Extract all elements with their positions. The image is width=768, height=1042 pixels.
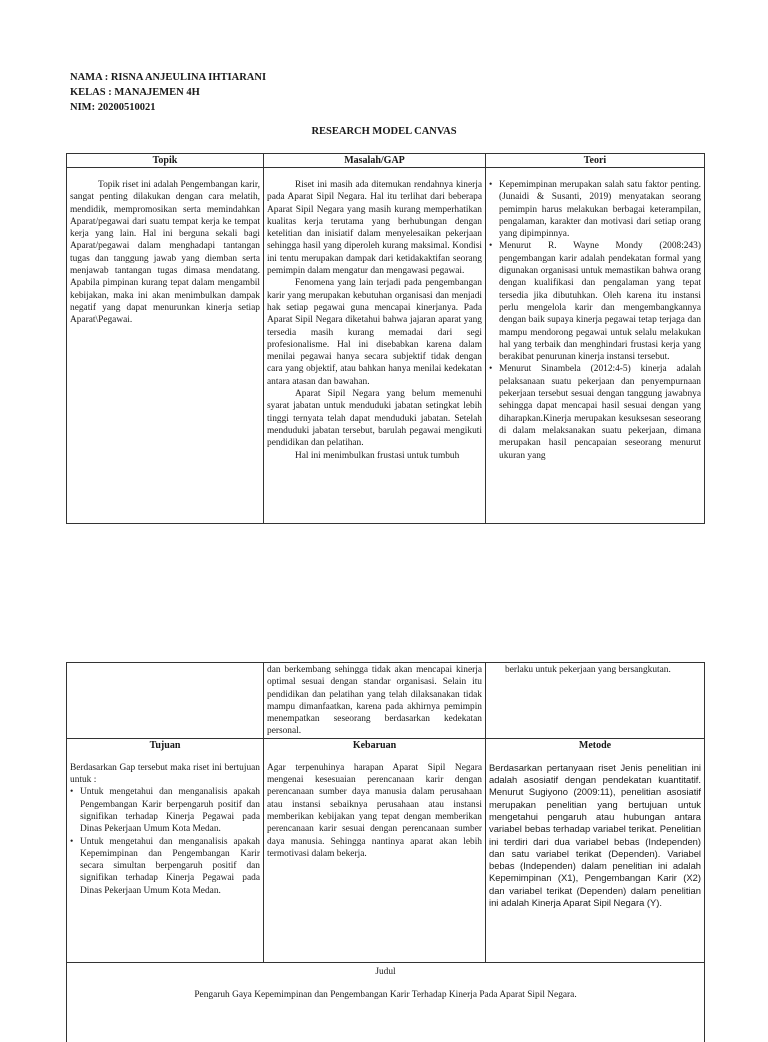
teori-bullet-2: • Menurut R. Wayne Mondy (2008:243) pengembangan karir adalah pendekatan formal yang digunakan organisasi untuk memastikan bahwa orang dengan kualifikasi dan pengalaman yang tepat tersedia jika dibutuhkan. Oleh karena itu instansi perlu mengelola karir dan mengembangkannya dengan baik supaya kinerja pegawai tetap terjaga dan mampu mendorong pegawai untuk selalu melakukan hal yang terbaik dan menghindari frustasi kerja yang berakibat penurunan kinerja instansi tersebut. <box>486 240 701 363</box>
column-header-masalah: Masalah/GAP <box>264 154 486 168</box>
kebaruan-cell <box>264 738 486 962</box>
masalah-paragraph-3: Aparat Sipil Negara yang belum memenuhi syarat jabatan untuk menduduki jabatan setingkat lebih tinggi ternyata telah dapat menduduki jabatan. Setelah menduduki jabatan tersebut, barulah pegawai mengikuti pendidikan dan pelatihan. <box>267 389 482 449</box>
judul-cell <box>67 962 705 1042</box>
column-header-teori: Teori <box>486 154 705 168</box>
continuation-empty-cell <box>67 663 264 739</box>
kebaruan-text: Agar terpenuhinya harapan Aparat Sipil Negara mengenai kesesuaian perencanaan karir dengan perencanaan sumber daya manusia dalam perusahaan atau instansi sebaiknya perusahaan atau instansi memberikan kebijakan yang tepat dengan memberikan perencanaan karir sesuai dengan perencanaan sumber daya manusia. Sehingga nantinya aparat akan lebih termotivasi dalam bekerja. <box>267 762 482 859</box>
topik-text: Topik riset ini adalah Pengembangan karir, sangat penting dilakukan dengan cara melatih, mendidik, mempromosikan serta memindahkan Aparat/pegawai dari suatu tempat kerja ke tempat kerja yang lain. Hal ini berguna sekali bagi Aparat/pegawai dalam menghadapi tantangan tugas dan tanggung jawab yang diemban serta menjawab tantangan tugas dimasa mendatang. Apabila pimpinan kurang tepat dalam mengambil kebijakan, maka ini akan menimbulkan dampak negatif yang dapat menurunkan kinerja setiap Aparat\Pegawai. <box>70 180 260 326</box>
student-class: KELAS : MANAJEMEN 4H <box>70 87 200 98</box>
teori-cell <box>486 168 705 524</box>
masalah-paragraph-4: Hal ini menimbulkan frustasi untuk tumbuh <box>295 450 460 461</box>
canvas-table-top <box>66 153 705 524</box>
teori-bullet-1: • Kepemimpinan merupakan salah satu faktor penting. (Junaidi & Susanti, 2019) menyatakan seorang pemimpin harus melakukan berbagai keterampilan, pengalaman, karakter dan motivasi dari setiap orang yang dipimpinnya. <box>486 179 701 240</box>
masalah-paragraph-1: Riset ini masih ada ditemukan rendahnya kinerja pada Aparat Sipil Negara. Hal itu terlihat dari beberapa Aparat Sipil Negara yang masih kurang memperhatikan kualitas kerja terutama yang berhubungan dengan ketelitian dan inisiatif dalam menyelesaikan pekerjaan sehingga hasil yang diperoleh kurang maksimal. Kondisi ini tentu merupakan dampak dari ketidakaktifan seorang pemimpin dalam mengatur dan mengawasi pegawai. <box>267 180 482 277</box>
metode-text: Berdasarkan pertanyaan riset Jenis penelitian ini adalah asosiatif dengan pendekatan kuantitatif. Menurut Sugiyono (2009:11), penelitian asosiatif merupakan penelitian yang bertujuan untuk mengetahui pengaruh atau hubungan antara variabel bebas terhadap variabel terikat. Penelitian ini terdiri dari dua variabel bebas (Independen) dan satu variabel terikat (Dependen). Variabel bebas (Independen) dalam penelitian ini adalah Kepemimpinan (X1), Pengembangan Karir (X2) dan variabel terikat (Dependen) dalam penelitian ini adalah Kinerja Aparat Sipil Negara (Y). <box>489 761 701 909</box>
teori-continuation-cell <box>486 663 705 739</box>
masalah-paragraph-2: Fenomena yang lain terjadi pada pengembangan karir yang merupakan kebutuhan organisasi dan menjadi hak setiap pegawai guna mencapai kinerjanya. Pada Aparat Sipil Negara diketahui bahwa jajaran aparat yang tersedia masih kurang memadai dari segi profesionalisme. Hal ini disebabkan karena dalam menilai pegawai hanya secara subjektif tidak dengan cara yang objektif, atau bahkan hanya menilai kedekatan antara atasan dan bawahan. <box>267 278 482 387</box>
judul-text: Pengaruh Gaya Kepemimpinan dan Pengembangan Karir Terhadap Kinerja Pada Aparat Sipil Negara. <box>194 990 577 1001</box>
tujuan-bullet-2: • Untuk mengetahui dan menganalisis apakah Kepemimpinan dan Pengembangan Karir secara simultan berpengaruh positif dan signifikan terhadap Kinerja Pegawai pada Dinas Pekerjaan Umum Kota Medan. <box>67 836 260 897</box>
column-header-kebaruan: Kebaruan <box>352 739 397 751</box>
student-name: NAMA : RISNA ANJEULINA IHTIARANI <box>70 72 267 83</box>
column-header-topik: Topik <box>67 154 264 168</box>
student-id: NIM: 20200510021 <box>70 102 156 113</box>
masalah-continuation-cell <box>264 663 486 739</box>
tujuan-intro: Berdasarkan Gap tersebut maka riset ini bertujuan untuk : <box>70 762 260 786</box>
metode-cell <box>486 738 705 962</box>
tujuan-cell <box>67 738 264 962</box>
column-header-tujuan: Tujuan <box>149 739 181 751</box>
page-title: RESEARCH MODEL CANVAS <box>311 126 457 137</box>
canvas-table-bottom <box>66 662 705 1042</box>
teori-bullet-3-cont: berlaku untuk pekerjaan yang bersangkutan. <box>505 665 671 675</box>
column-header-judul: Judul <box>375 966 396 977</box>
masalah-paragraph-4-cont: dan berkembang sehingga tidak akan mencapai kinerja optimal sesuai dengan standar organisasi. Selain itu pendidikan dan pelatihan yang telah dilaksanakan tidak mampu dimanfaatkan, karena pada akhirnya pemimpin menempatkan seseorang berdasarkan kedekatan personal. <box>267 665 482 737</box>
student-header <box>70 70 266 115</box>
masalah-cell <box>264 168 486 524</box>
tujuan-bullet-1: • Untuk mengetahui dan menganalisis apakah Pengembangan Karir berpengaruh positif dan signifikan terhadap Kinerja Pegawai pada Dinas Pekerjaan Umum Kota Medan. <box>67 786 260 835</box>
topik-cell <box>67 168 264 524</box>
column-header-metode: Metode <box>578 739 612 751</box>
teori-bullet-3: • Menurut Sinambela (2012:4-5) kinerja adalah pelaksanaan suatu pekerjaan dan penyempurnaan pekerjaan tersebut sesuai dengan tanggung jawabnya sehingga dapat mencapai hasil sesuai dengan yang diharapkan.Kinerja merupakan kesuksesan seseorang di dalam melaksanakan suatu pekerjaan, dimana merupakan hasil pencapaian seseorang menurut ukuran yang <box>486 363 701 461</box>
